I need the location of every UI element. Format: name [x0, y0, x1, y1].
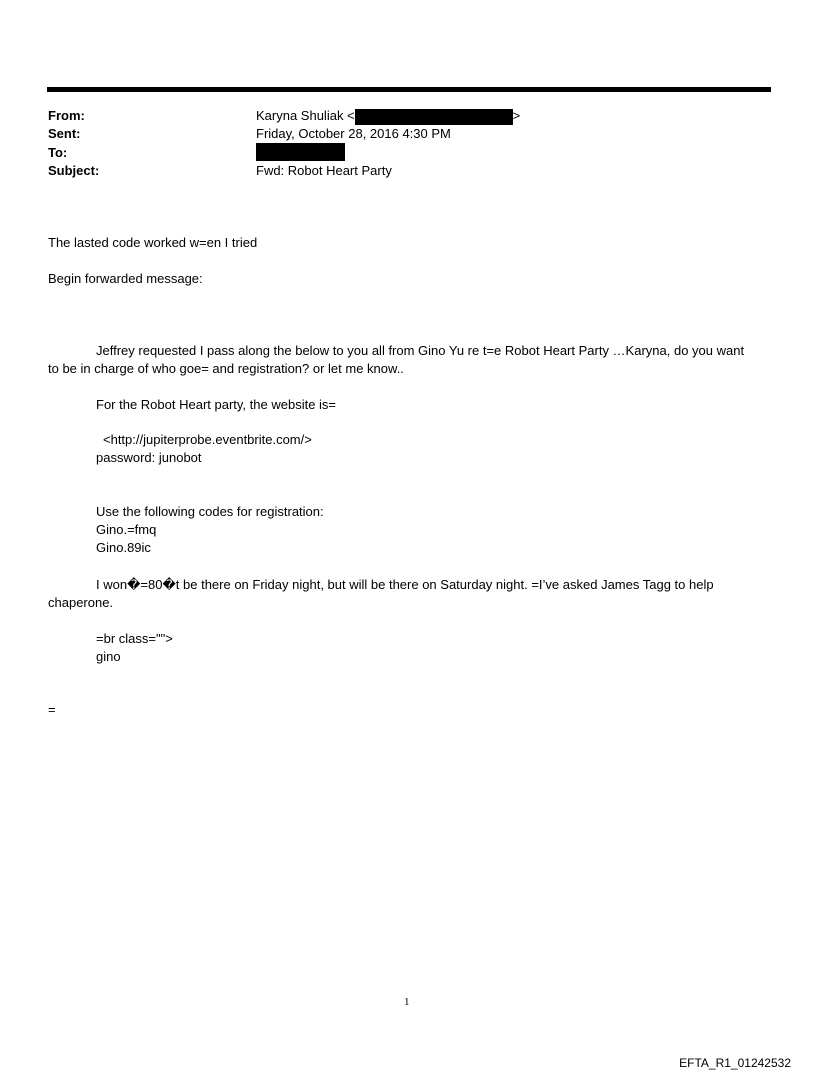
sent-label: Sent: [48, 126, 81, 141]
website-line: For the Robot Heart party, the website is= [96, 397, 337, 412]
br-line: =br class=""> [96, 631, 173, 646]
paragraph-line: to be in charge of who goe= and registration? or let me know.. [48, 361, 404, 376]
body-line: The lasted code worked w=en I tried [48, 235, 258, 250]
redaction-box [256, 143, 345, 161]
header-rule [47, 87, 771, 92]
to-label: To: [48, 145, 68, 160]
from-name: Karyna Shuliak < [256, 108, 355, 123]
paragraph-line: I won�=80�t be there on Friday night, but will be there on Saturday night. =I’ve asked James Tagg to help [96, 577, 714, 592]
signature: gino [96, 649, 121, 664]
from-close: > [512, 108, 521, 123]
code-line: Gino.89ic [96, 540, 151, 555]
bates-number: EFTA_R1_01242532 [679, 1056, 791, 1070]
subject-value: Fwd: Robot Heart Party [256, 163, 392, 178]
password-line: password: junobot [96, 450, 202, 465]
sent-value: Friday, October 28, 2016 4:30 PM [256, 126, 451, 141]
from-value [256, 108, 520, 125]
from-label: From: [48, 108, 85, 123]
paragraph-line: Jeffrey requested I pass along the below to you all from Gino Yu re t=e Robot Heart Party …Karyna, do you want [96, 343, 745, 358]
code-line: Gino.=fmq [96, 522, 157, 537]
subject-label: Subject: [48, 163, 100, 178]
codes-intro: Use the following codes for registration: [96, 504, 324, 519]
trailing-char: = [48, 702, 56, 717]
forward-marker: Begin forwarded message: [48, 271, 203, 286]
page-number: 1 [404, 996, 410, 1008]
paragraph-line: chaperone. [48, 595, 114, 610]
to-value [256, 143, 345, 161]
redaction-box [355, 109, 513, 125]
url-link[interactable]: <http://jupiterprobe.eventbrite.com/> [103, 432, 312, 447]
